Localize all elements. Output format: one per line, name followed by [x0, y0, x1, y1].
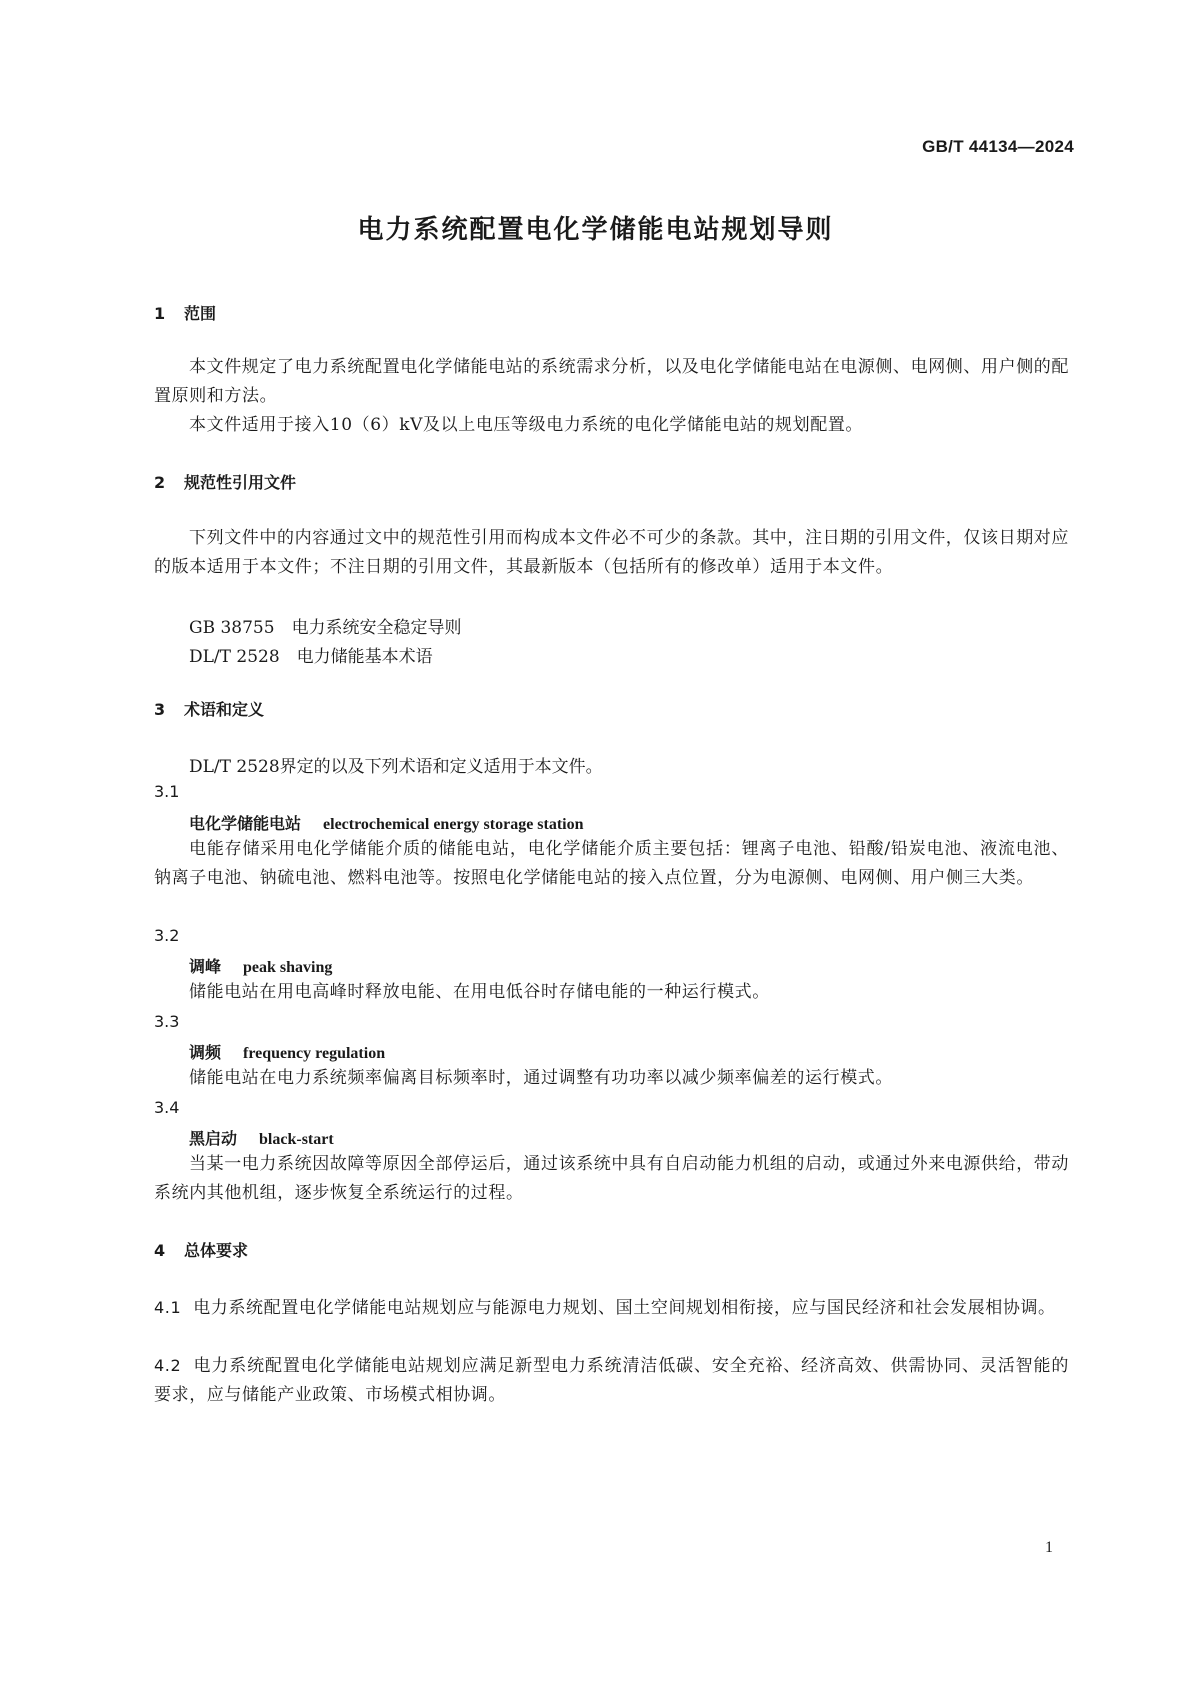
term-definition: 当某一电力系统因故障等原因全部停运后，通过该系统中具有自启动能力机组的启动，或通过外来电源供给，带动系统内其他机组，逐步恢复全系统运行的过程。 [154, 1154, 1069, 1203]
term-chinese: 调峰 [189, 957, 222, 976]
document-title: 电力系统配置电化学储能电站规划导则 [357, 215, 834, 245]
reference-code: GB 38755 [189, 618, 275, 638]
clause-number: 4.2 [154, 1356, 182, 1375]
section-number: 4 [154, 1241, 166, 1260]
section-2-heading [154, 470, 296, 493]
section-title: 总体要求 [184, 1241, 249, 1260]
term-heading [189, 811, 584, 834]
section-3-intro: DL/T 2528界定的以及下列术语和定义适用于本文件。 [189, 757, 603, 777]
term-heading [189, 1126, 334, 1149]
section-1-heading [154, 301, 216, 324]
section-title: 规范性引用文件 [184, 473, 297, 492]
clause-text: 电力系统配置电化学储能电站规划应满足新型电力系统清洁低碳、安全充裕、经济高效、供需协同、灵活智能的要求，应与储能产业政策、市场模式相协调。 [154, 1356, 1069, 1405]
term-definition: 储能电站在电力系统频率偏离目标频率时，通过调整有功功率以减少频率偏差的运行模式。 [189, 1068, 893, 1088]
term-english: black-start [259, 1131, 334, 1148]
normative-reference [189, 642, 433, 667]
section-number: 3 [154, 700, 166, 719]
section-1-paragraph-1: 本文件规定了电力系统配置电化学储能电站的系统需求分析，以及电化学储能电站在电源侧、电网侧、用户侧的配置原则和方法。 [154, 357, 1069, 406]
term-chinese: 电化学储能电站 [189, 814, 302, 833]
clause-text: 电力系统配置电化学储能电站规划应与能源电力规划、国土空间规划相衔接，应与国民经济和社会发展相协调。 [193, 1298, 1056, 1318]
section-4-heading [154, 1238, 248, 1261]
section-number: 2 [154, 473, 166, 492]
section-number: 1 [154, 304, 166, 323]
section-2-paragraph-1: 下列文件中的内容通过文中的规范性引用而构成本文件必不可少的条款。其中，注日期的引用文件，仅该日期对应的版本适用于本文件；不注日期的引用文件，其最新版本（包括所有的修改单）适用于本文件。 [154, 528, 1069, 577]
term-english: peak shaving [243, 959, 333, 976]
term-english: electrochemical energy storage station [323, 816, 584, 833]
term-number: 3.4 [154, 1098, 180, 1117]
requirement-clause [154, 1293, 1069, 1323]
term-heading [189, 954, 332, 977]
term-number: 3.3 [154, 1012, 180, 1031]
reference-title: 电力储能基本术语 [296, 647, 433, 667]
section-3-heading [154, 697, 264, 720]
normative-reference [189, 613, 462, 638]
term-heading [189, 1040, 385, 1063]
section-title: 范围 [184, 304, 217, 323]
term-definition: 储能电站在用电高峰时释放电能、在用电低谷时存储电能的一种运行模式。 [189, 982, 770, 1002]
term-number: 3.1 [154, 782, 180, 801]
section-1-paragraph-2: 本文件适用于接入10（6）kV及以上电压等级电力系统的电化学储能电站的规划配置。 [189, 415, 864, 435]
reference-code: DL/T 2528 [189, 647, 280, 667]
term-definition: 电能存储采用电化学储能介质的储能电站，电化学储能介质主要包括：锂离子电池、铅酸/铅炭电池、液流电池、钠离子电池、钠硫电池、燃料电池等。按照电化学储能电站的接入点位置，分为电源侧、电网侧、用户侧三大类。 [154, 839, 1069, 888]
term-number: 3.2 [154, 926, 180, 945]
reference-title: 电力系统安全稳定导则 [291, 618, 462, 638]
standard-code: GB/T 44134—2024 [922, 137, 1074, 156]
page-number: 1 [1045, 1539, 1053, 1556]
term-english: frequency regulation [243, 1045, 386, 1062]
clause-number: 4.1 [154, 1298, 182, 1317]
term-chinese: 黑启动 [189, 1129, 238, 1148]
requirement-clause [154, 1351, 1069, 1410]
section-title: 术语和定义 [184, 700, 265, 719]
term-chinese: 调频 [189, 1043, 222, 1062]
